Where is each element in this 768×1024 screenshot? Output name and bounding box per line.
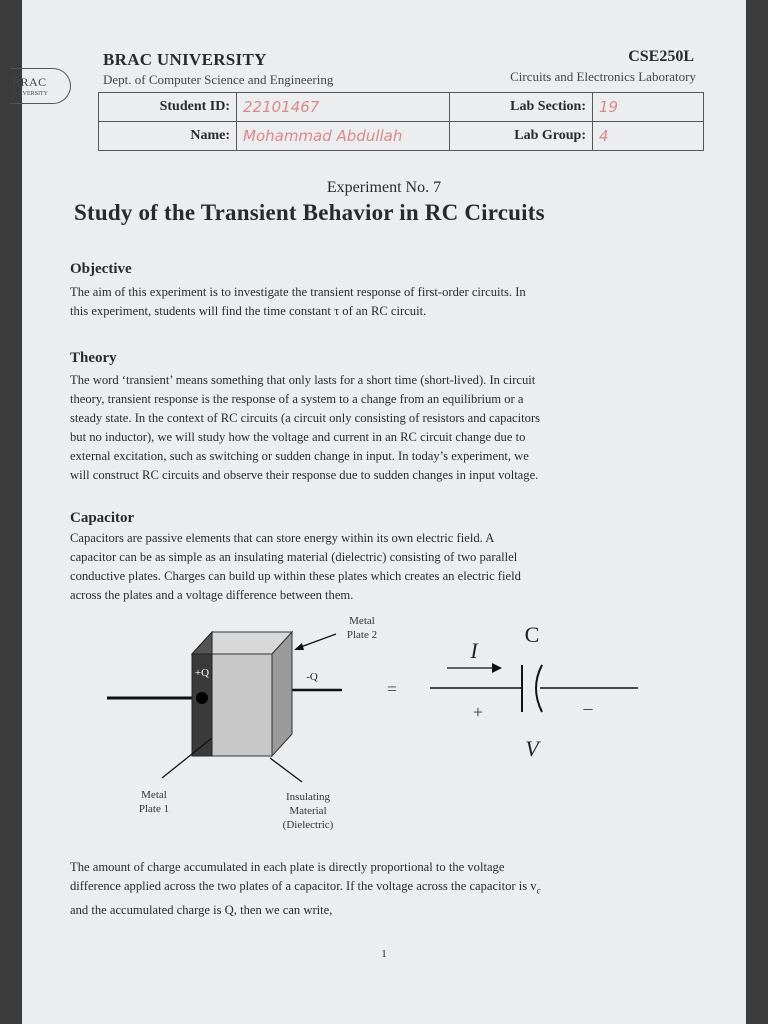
objective-paragraph	[70, 283, 650, 321]
minus-terminal-label: –	[583, 698, 593, 718]
course-code: CSE250L	[628, 48, 694, 65]
capacitor-paragraph	[70, 529, 650, 605]
vc-subscript: c	[536, 885, 541, 896]
student-info-table	[98, 92, 704, 151]
logo-text: BRAC	[12, 75, 47, 89]
arrow-head-icon	[294, 643, 304, 650]
capacitor-figure	[102, 610, 662, 840]
lab-section-label: Lab Section:	[450, 93, 593, 122]
insulating-label-2: Material	[289, 805, 327, 817]
lab-group-label: Lab Group:	[450, 122, 593, 151]
capacitor-line: Capacitors are passive elements that can store energy within its own electric field. A	[70, 531, 495, 545]
plus-q-label: +Q	[194, 667, 210, 679]
student-id-label: Student ID:	[99, 93, 237, 122]
theory-line: The word ‘transient’ means something that only lasts for a short time (short-lived). In circuit	[70, 373, 536, 387]
metal-plate-1-label: Metal	[141, 789, 167, 801]
lab-group-value: 4	[593, 122, 704, 151]
theory-line: but no inductor), we will study how the voltage and current in an RC circuit change due to	[70, 430, 526, 444]
metal-plate-2-label-2: Plate 2	[346, 629, 378, 641]
capacitor-label: C	[524, 622, 540, 647]
closing-line: and the accumulated charge is Q, then we can write,	[70, 902, 333, 917]
lab-section-value: 19	[593, 93, 704, 122]
metal-plate-1-edge	[192, 632, 212, 654]
equals-sign: =	[386, 679, 398, 699]
theory-line: external excitation, such as switching or sudden change in input. In today’s experiment, we	[70, 449, 529, 463]
name-value: Mohammad Abdullah	[237, 122, 450, 151]
capacitor-line: capacitor can be as simple as an insulating material (dielectric) consisting of two parallel	[70, 550, 518, 564]
dielectric-side	[272, 632, 292, 756]
minus-q-label: -Q	[306, 671, 318, 683]
page-number: 1	[381, 948, 387, 960]
university-logo	[10, 68, 71, 104]
theory-line: will construct RC circuits and observe their response due to sudden changes in input voltage.	[70, 468, 539, 482]
department-name: Dept. of Computer Science and Engineering	[103, 72, 334, 87]
voltage-label: V	[525, 736, 539, 761]
dielectric-pointer	[270, 758, 302, 782]
theory-line: steady state. In the context of RC circuits (a circuit only consisting of resistors and capacitors	[70, 411, 541, 425]
lead-junction	[196, 692, 208, 704]
lab-name: Circuits and Electronics Laboratory	[510, 69, 696, 84]
insulating-label-1: Insulating	[286, 791, 330, 803]
objective-heading: Objective	[70, 261, 132, 277]
plus-terminal-label: +	[472, 702, 484, 722]
current-label: I	[470, 638, 478, 663]
dielectric-front	[212, 654, 272, 756]
document-page	[12, 0, 746, 1024]
current-arrow-icon	[492, 663, 502, 673]
objective-line: The aim of this experiment is to investigate the transient response of first-order circuits. In	[70, 285, 526, 299]
logo-subtext: UNIVERSITY	[12, 91, 48, 97]
theory-heading: Theory	[70, 350, 117, 366]
closing-paragraph	[70, 858, 650, 920]
objective-line: this experiment, students will find the time constant τ of an RC circuit.	[70, 304, 427, 318]
student-id-value: 22101467	[237, 93, 450, 122]
insulating-label-3: (Dielectric)	[282, 819, 334, 831]
plate-2-pointer	[298, 634, 336, 648]
name-label: Name:	[99, 122, 237, 151]
plate-1-pointer	[162, 738, 212, 778]
experiment-number: Experiment No. 7	[326, 179, 442, 196]
capacitor-line: across the plates and a voltage difference between them.	[70, 588, 354, 602]
capacitor-heading: Capacitor	[70, 510, 135, 526]
metal-plate-1-label-2: Plate 1	[138, 803, 170, 815]
closing-line: difference applied across the two plates of a capacitor. If the voltage across the capacitor is $v_c$	[70, 879, 541, 896]
university-name: BRAC UNIVERSITY	[103, 50, 267, 69]
capacitor-line: conductive plates. Charges can build up within these plates which creates an electric field	[70, 569, 521, 583]
experiment-title: Study of the Transient Behavior in RC Circuits	[74, 200, 545, 225]
metal-plate-2-label: Metal	[349, 615, 375, 627]
closing-line: The amount of charge accumulated in each plate is directly proportional to the voltage	[70, 860, 505, 874]
theory-paragraph	[70, 371, 650, 485]
theory-line: theory, transient response is the response of a system to a change from an equilibrium or a	[70, 392, 524, 406]
